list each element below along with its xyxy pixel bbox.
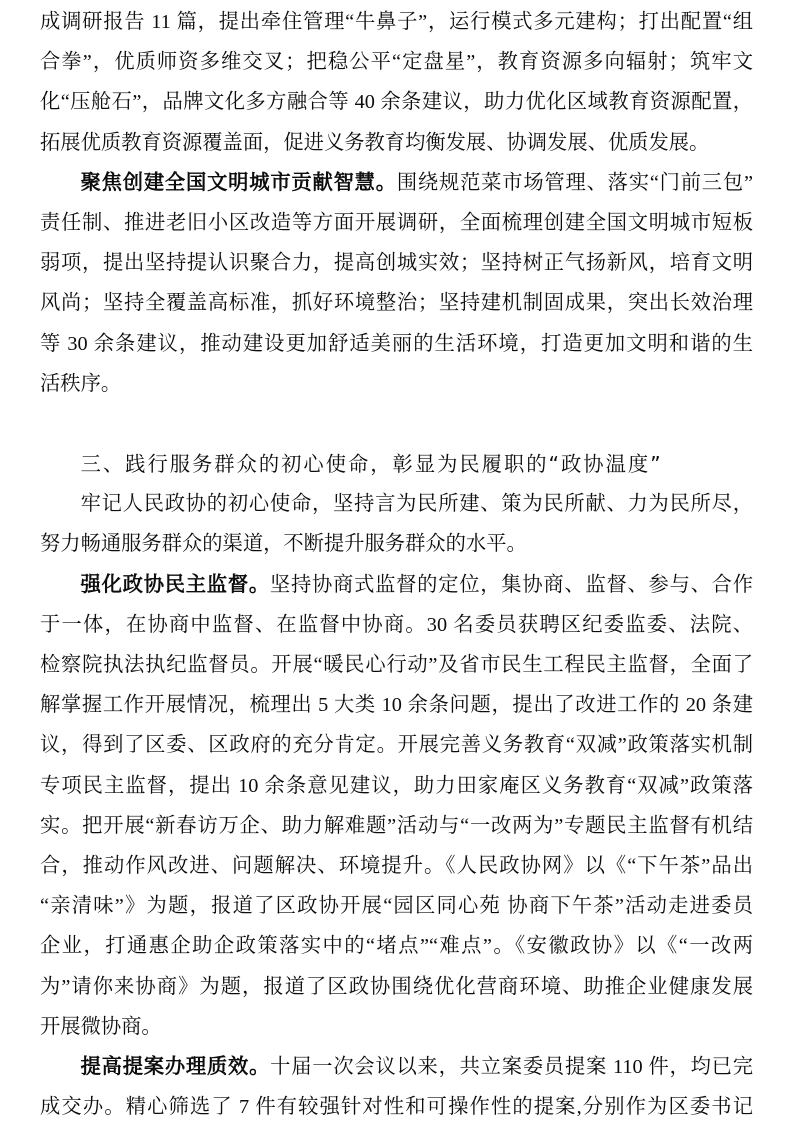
text-line: 成调研报告 11 篇，提出牵住管理“牛鼻子”，运行模式多元建构；打出配置“组 — [40, 11, 753, 33]
text-line — [40, 1053, 753, 1081]
text-line: 合拳”，优质师资多维交叉；把稳公平“定盘星”，教育资源多向辐射；筑牢文 — [40, 51, 753, 74]
text-line: “亲清味”》为题，报道了区政协开展“园区同心苑 协商下午茶”活动走进委员 — [40, 895, 753, 918]
text-line: 化“压舱石”，品牌文化多方融合等 40 余条建议，助力优化区域教育资源配置， — [40, 91, 753, 114]
text-line: 实。把开展“新春访万企、助力解难题”活动与“一改两为”专题民主监督有机结 — [40, 814, 753, 837]
text-line: 风尚；坚持全覆盖高标准，抓好环境整治；坚持建机制固成果，突出长效治理 — [40, 292, 753, 315]
text-run: 围绕规范菜市场管理、落实“门前三包” — [396, 171, 753, 194]
text-line: 开展微协商。 — [40, 1015, 162, 1038]
text-line: 等 30 余条建议，推动建设更加舒适美丽的生活环境，打造更加文明和谐的生 — [40, 332, 753, 355]
paragraph — [40, 169, 753, 398]
text-line: 议，得到了区委、区政府的充分肯定。开展完善义务教育“双减”政策落实机制 — [40, 734, 753, 757]
text-line: 企业，打通惠企助企政策落实中的“堵点”“难点”。《安徽政协》以《“一改两 — [40, 935, 753, 958]
text-line: 专项民主监督，提出 10 余条意见建议，助力田家庵区义务教育“双减”政策落 — [40, 774, 753, 797]
paragraph — [40, 8, 753, 157]
text-line: 牢记人民政协的初心使命，坚持言为民所建、策为民所献、力为民所尽， — [80, 493, 753, 516]
text-run: 坚持协商式监督的定位，集协商、监督、参与、合作 — [269, 573, 753, 596]
text-line: 活秩序。 — [40, 372, 122, 395]
text-line: 解掌握工作开展情况，梳理出 5 大类 10 余条问题，提出了改进工作的 20 条建 — [40, 694, 753, 717]
text-line: 成交办。精心筛选了 7 件有较强针对性和可操作性的提案,分别作为区委书记 — [40, 1096, 753, 1119]
paragraph — [40, 571, 753, 1041]
paragraph — [40, 1053, 753, 1121]
text-line: 弱项，提出坚持提认识聚合力，提高创城实效；坚持树正气扬新风，培育文明 — [40, 252, 753, 275]
blank-line — [40, 410, 753, 438]
text-line: 合，推动作风改进、问题解决、环境提升。《人民政协网》以《“下午茶”品出 — [40, 854, 753, 877]
text-line — [40, 169, 753, 197]
paragraph-lead: 提高提案办理质效。 — [80, 1055, 271, 1078]
text-line — [40, 571, 753, 599]
text-line: 拓展优质教育资源覆盖面，促进义务教育均衡发展、协调发展、优质发展。 — [40, 131, 710, 154]
document-body — [40, 8, 753, 1121]
text-line: 努力畅通服务群众的渠道，不断提升服务群众的水平。 — [40, 533, 527, 556]
paragraph — [40, 490, 753, 558]
text-line: 为”请你来协商》为题，报道了区政协围绕优化营商环境、助推企业健康发展 — [40, 975, 753, 998]
text-line: 于一体，在协商中监督、在监督中协商。30 名委员获聘区纪委监委、法院、 — [40, 613, 753, 636]
section-heading: 三、践行服务群众的初心使命，彰显为民履职的“政协温度” — [80, 452, 663, 477]
text-line: 检察院执法执纪监督员。开展“暖民心行动”及省市民生工程民主监督，全面了 — [40, 654, 753, 676]
text-run: 十届一次会议以来，共立案委员提案 110 件，均已完 — [270, 1055, 753, 1078]
paragraph-lead: 强化政协民主监督。 — [80, 573, 270, 596]
paragraph-lead: 聚焦创建全国文明城市贡献智慧。 — [80, 171, 397, 194]
text-line: 责任制、推进老旧小区改造等方面开展调研，全面梳理创建全国文明城市短板 — [40, 211, 753, 234]
